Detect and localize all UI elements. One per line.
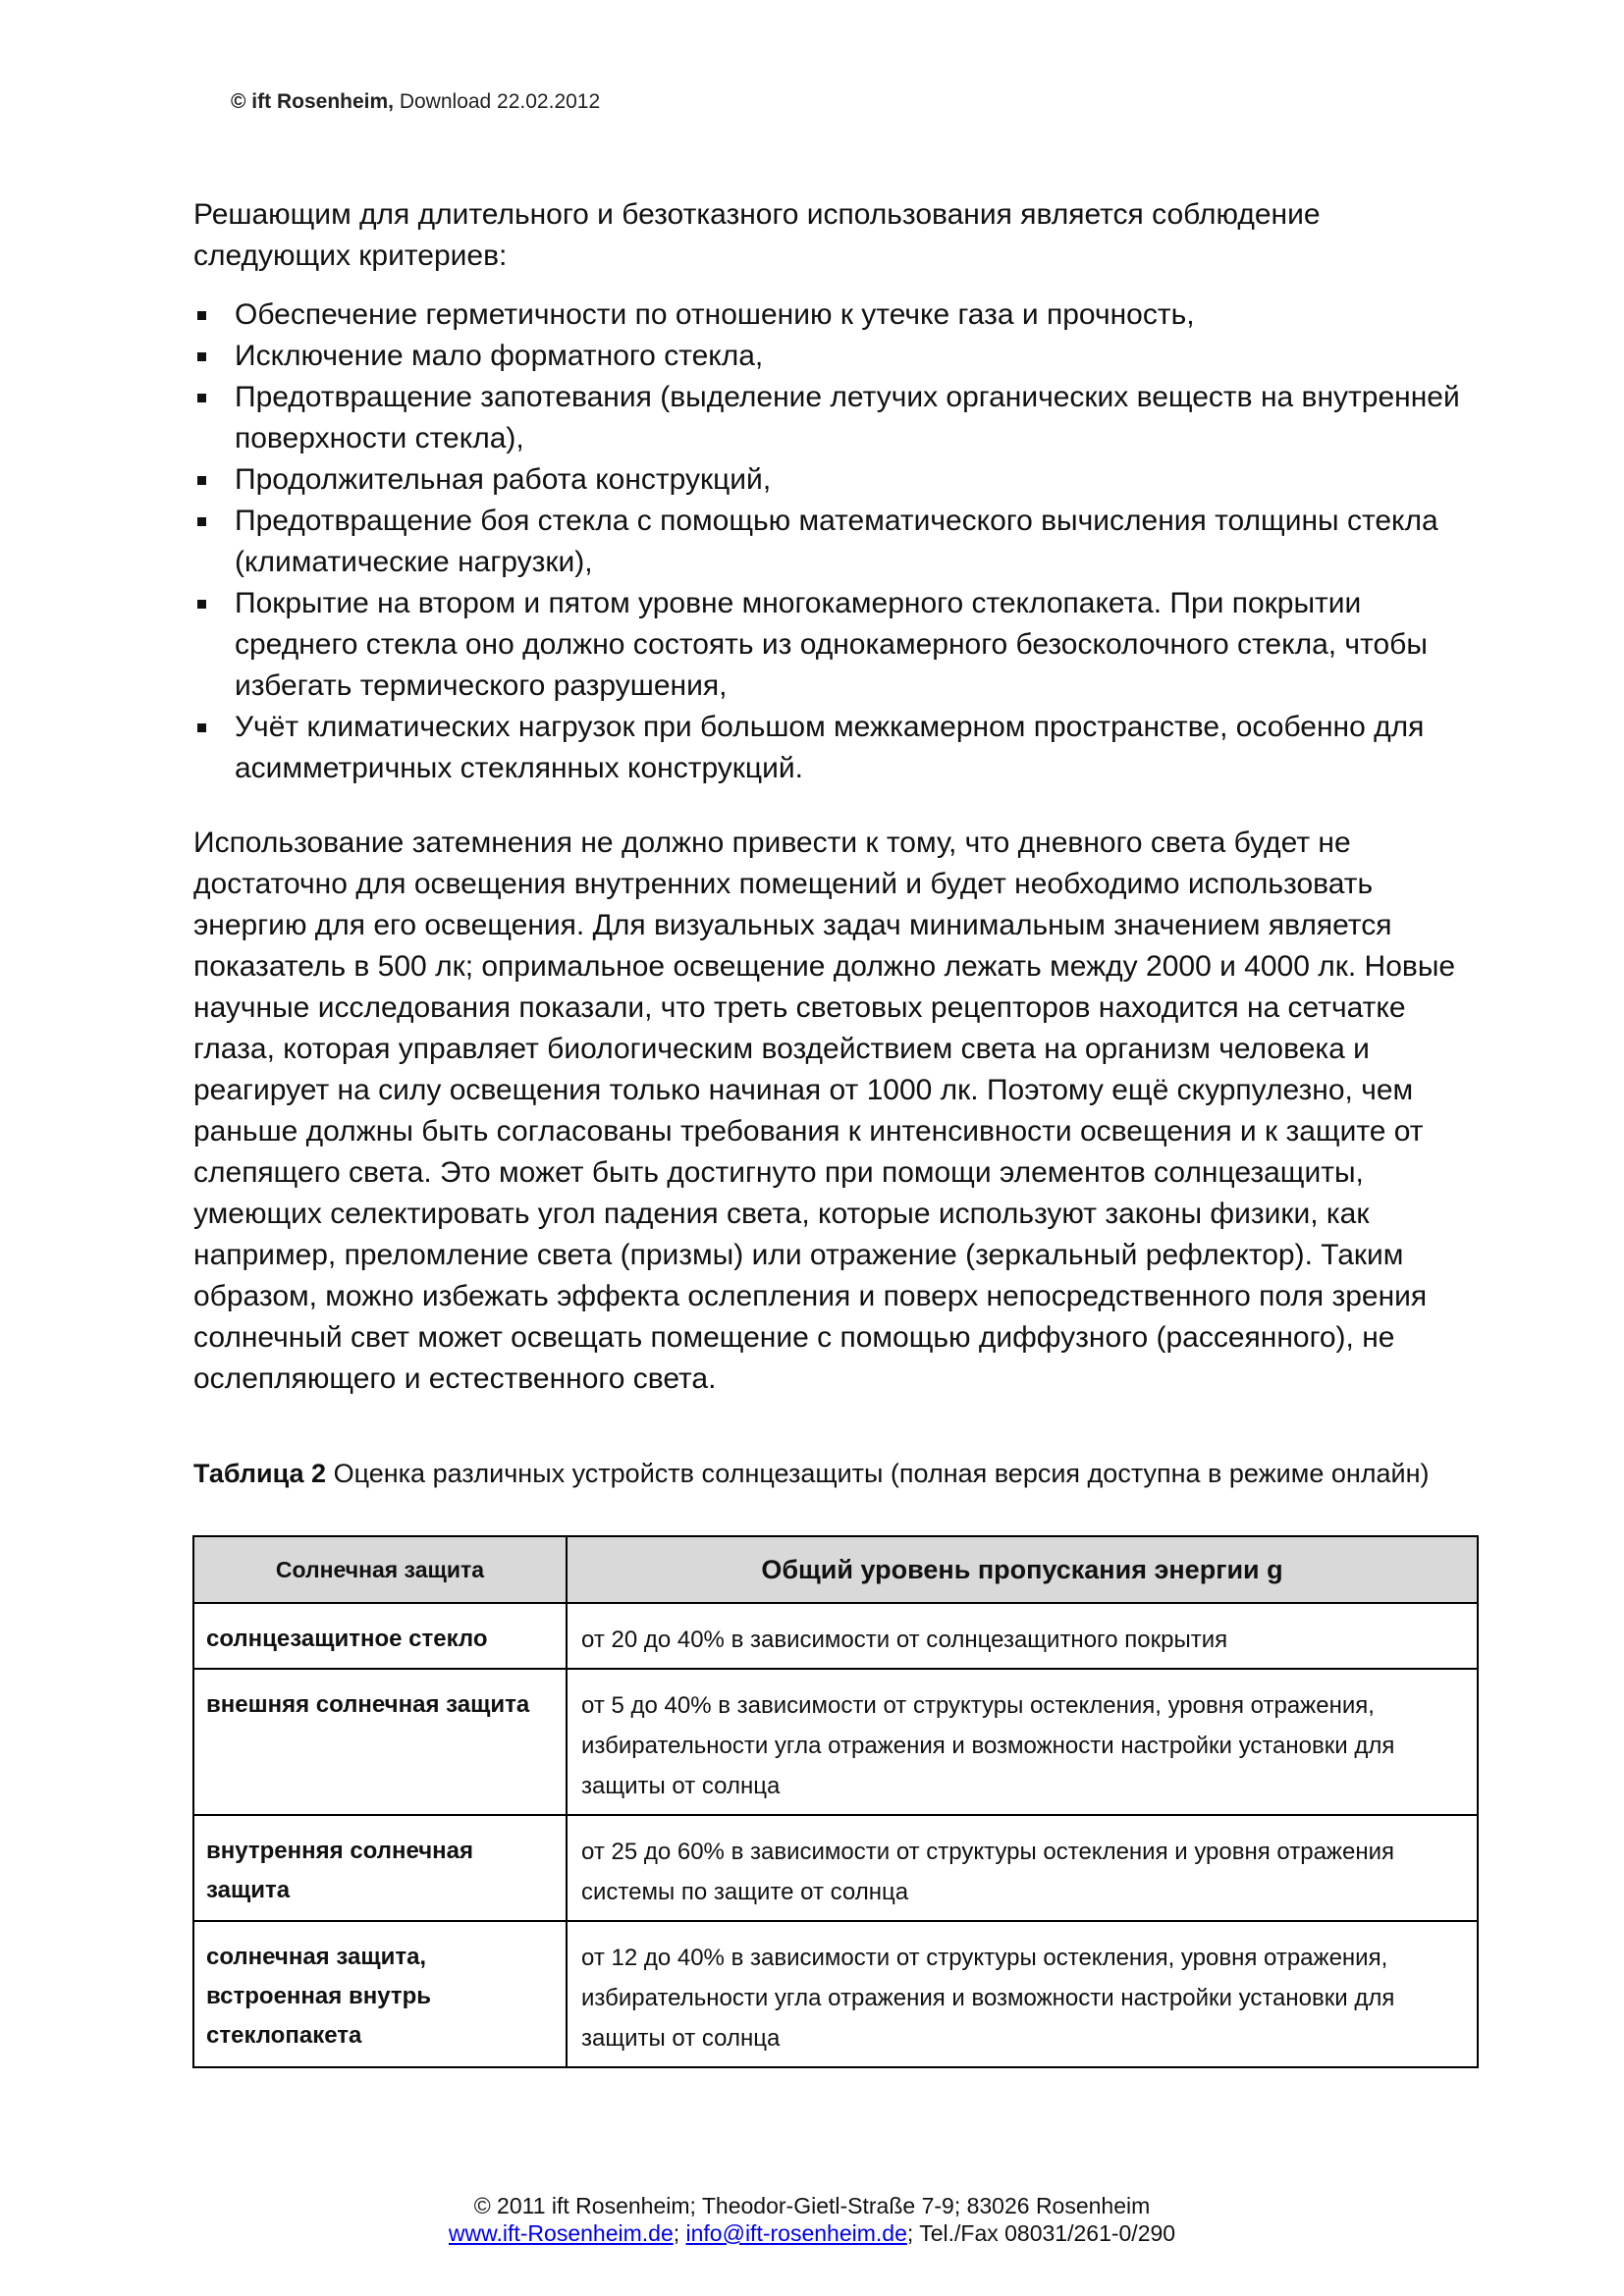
list-item-text: Предотвращение запотевания (выделение летучих органических веществ на внутренней поверхности стекла), (235, 381, 1460, 454)
bullet-icon (197, 476, 206, 485)
column-header-protection: Солнечная защита (193, 1536, 567, 1603)
footer-address: © 2011 ift Rosenheim; Theodor-Gietl-Straße 7-9; 83026 Rosenheim (473, 2193, 1151, 2218)
table-row (193, 1921, 1478, 2067)
table-cell: солнцезащитное стекло (193, 1603, 567, 1669)
table-row (193, 1669, 1478, 1815)
list-item-text: Покрытие на втором и пятом уровне многокамерного стеклопакета. При покрытии среднего стекла оно должно состоять из однокамерного безосколочного стекла, чтобы избегать термического разрушения, (235, 587, 1428, 702)
body-paragraph: Использование затемнения не должно привести к тому, что дневного света будет не достаточно для освещения внутренних помещений и будет необходимо использовать энергию для его освещения. Для визуальных задач минимальным значением является показатель в 500 лк; опримальное освещение должно лежать между 2000 и 4000 лк. Новые научные исследования показали, что треть световых рецепторов находится на сетчатке глаза, которая управляет биологическим воздействием света на организм человека и реагирует на силу освещения только начиная от 1000 лк. Поэтому ещё скурпулезно, чем раньше должны быть согласованы требования к интенсивности освещения и к защите от слепящего света. Это может быть достигнуто при помощи элементов солнцезащиты, умеющих селектировать угол падения света, которые используют законы физики, как например, преломление света (призмы) или отражение (зеркальный рефлектор). Таким образом, можно избежать эффекта ослепления и поверх непосредственного поля зрения солнечный свет может освещать помещение с помощью диффузного (рассеянного), не ослепляющего и естественного света. (193, 827, 1456, 1395)
bullet-icon (197, 352, 206, 361)
list-item (193, 377, 1470, 459)
bullet-icon (197, 394, 206, 402)
footer-separator: ; (673, 2220, 686, 2246)
bullet-icon (197, 723, 206, 732)
list-item (193, 459, 1470, 501)
list-item (193, 583, 1470, 707)
bullet-icon (197, 517, 206, 526)
table-cell: от 5 до 40% в зависимости от структуры остекления, уровня отражения, избирательности угла отражения и возможности настройки установки для защиты от солнца (567, 1669, 1478, 1815)
header-download-date: Download 22.02.2012 (394, 90, 601, 113)
table-row (193, 1603, 1478, 1669)
table-cell: от 20 до 40% в зависимости от солнцезащитного покрытия (567, 1603, 1478, 1669)
table-cell: внешняя солнечная защита (193, 1669, 567, 1815)
page-footer (0, 2192, 1624, 2247)
criteria-list (193, 294, 1470, 789)
table-caption-label: Таблица 2 (193, 1459, 327, 1488)
header-brand: © ift Rosenheim, (231, 90, 394, 113)
table-row (193, 1815, 1478, 1921)
table-header-row (193, 1536, 1478, 1603)
table-cell: от 25 до 60% в зависимости от структуры остекления и уровня отражения системы по защите от солнца (567, 1815, 1478, 1921)
table-caption-text: Оценка различных устройств солнцезащиты (полная версия доступна в режиме онлайн) (326, 1459, 1430, 1488)
sun-protection-table (192, 1535, 1479, 2068)
list-item (193, 294, 1470, 336)
table-caption (193, 1455, 1470, 1492)
website-link[interactable]: www.ift-Rosenheim.de (448, 2220, 674, 2246)
footer-contacts (0, 2219, 1624, 2247)
bullet-icon (197, 600, 206, 609)
table-cell: солнечная защита, встроенная внутрь стеклопакета (193, 1921, 567, 2067)
table-cell: внутренняя солнечная защита (193, 1815, 567, 1921)
list-item-text: Исключение мало форматного стекла, (235, 340, 764, 372)
list-item-text: Обеспечение герметичности по отношению к утечке газа и прочность, (235, 298, 1195, 331)
table-cell: от 12 до 40% в зависимости от структуры остекления, уровня отражения, избирательности угла отражения и возможности настройки установки для защиты от солнца (567, 1921, 1478, 2067)
list-item (193, 707, 1470, 789)
column-header-g-value: Общий уровень пропускания энергии g (567, 1536, 1478, 1603)
list-item-text: Учёт климатических нагрузок при большом межкамерном пространстве, особенно для асимметричных стеклянных конструкций. (235, 711, 1425, 784)
page-header (231, 90, 600, 114)
list-item (193, 501, 1470, 583)
list-item-text: Продолжительная работа конструкций, (235, 463, 772, 496)
intro-paragraph: Решающим для длительного и безотказного использования является соблюдение следующих критериев: (193, 198, 1321, 272)
email-link[interactable]: info@ift-rosenheim.de (685, 2220, 907, 2246)
bullet-icon (197, 311, 206, 320)
footer-phone: ; Tel./Fax 08031/261-0/290 (906, 2220, 1176, 2246)
list-item-text: Предотвращение боя стекла с помощью математического вычисления толщины стекла (климатические нагрузки), (235, 505, 1438, 578)
list-item (193, 336, 1470, 377)
main-content (193, 194, 1470, 1400)
